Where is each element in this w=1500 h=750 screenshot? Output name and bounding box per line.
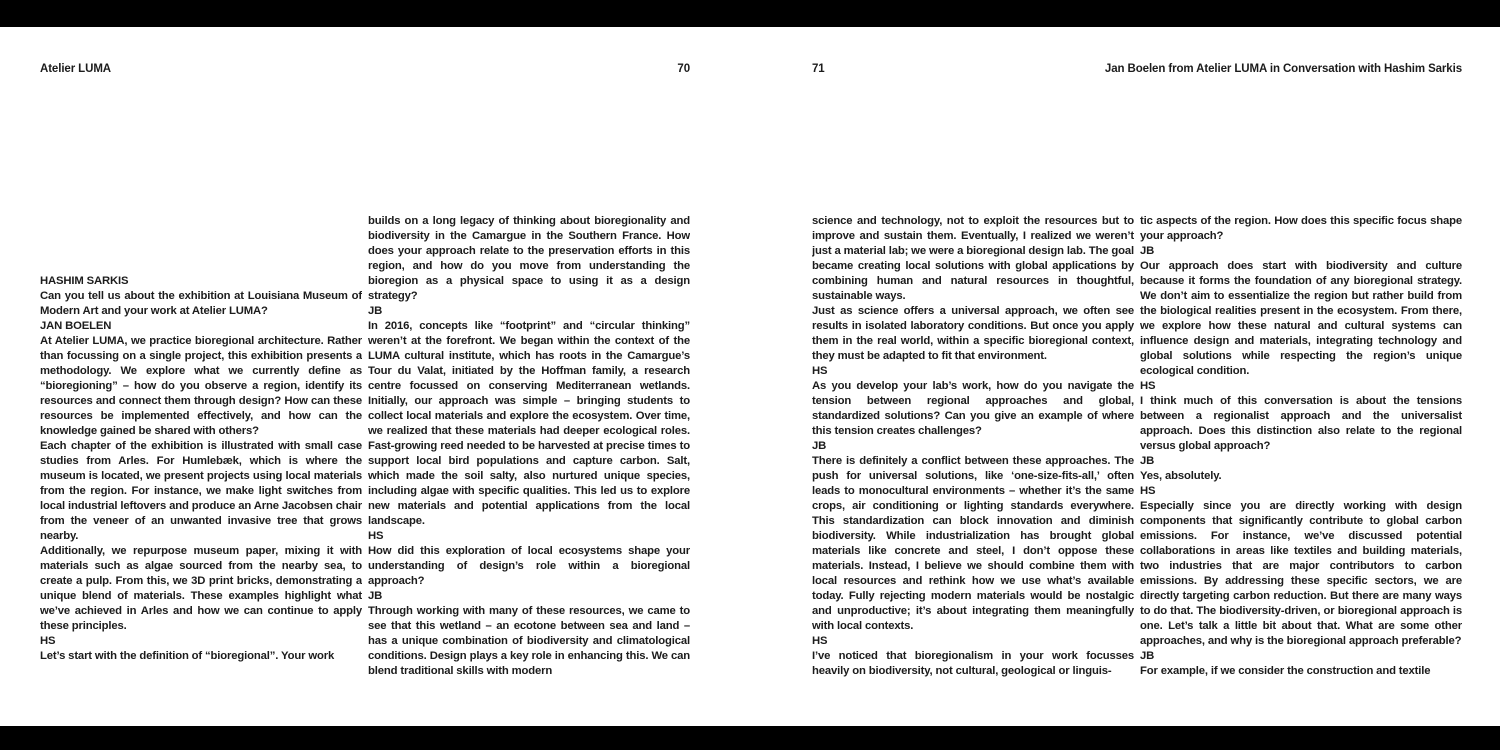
page-right: [812, 27, 1462, 726]
letterbox-top-bar: [0, 0, 1500, 27]
page-number-right: 71: [812, 63, 825, 75]
paragraph: Especially since you are directly working with design components that significantly contribute to global carbon emissions. For instance, we’ve discussed potential collaborations in areas like textiles and building materials, two industries that are major contributors to carbon emissions. By addressing these specific sectors, we are directly targeting carbon reduction. But there are many ways to do that. The biodiversity-driven, or bioregional approach is one. Let’s talk a little bit about that. What are some other approaches, and why is the bioregional approach preferable?: [1140, 500, 1462, 647]
paragraph: At Atelier LUMA, we practice bioregional architecture. Rather than focussing on a single project, this exhibition presents a methodology. We explore what we currently define as “bioregioning” – how do you observe a region, identify its resources and connect them through design? How can these resources be implemented effectively, and how can the knowledge gained be shared with others?: [40, 335, 362, 437]
paragraph: Each chapter of the exhibition is illustrated with small case studies from Arles. For Humlebæk, which is where the museum is located, we present projects using local materials from the region. For instance, we make light switches from local industrial leftovers and produce an Arne Jacobsen chair from the veneer of an unwanted invasive tree that grows nearby.: [40, 440, 362, 542]
paragraph: Our approach does start with biodiversity and culture because it forms the foundation of any bioregional strategy. We don’t aim to essentialize the region but rather build from the biological realities present in the ecosystem. From there, we explore how these natural and cultural systems can influence design and materials, integrating technology and global solutions while respecting the region’s unique ecological condition.: [1140, 260, 1462, 377]
speaker-label: HS: [812, 635, 828, 647]
speaker-label: HS: [812, 365, 828, 377]
paragraph: Yes, absolutely.: [1140, 470, 1222, 482]
paragraph: Just as science offers a universal approach, we often see results in isolated laboratory conditions. But once you apply them in the real world, within a specific bioregional context, they must be adapted to fit that environment.: [812, 305, 1134, 362]
paragraph: science and technology, not to exploit the resources but to improve and sustain them. Eventually, I realized we weren’t just a material lab; we were a bioregional design lab. The goal became creating local solutions with global applications by combining human and natural resources in thoughtful, sustainable ways.: [812, 215, 1134, 302]
paragraph: There is definitely a conflict between these approaches. The push for universal solutions, like ‘one-size-fits-all,’ often leads to monocultural environments – whether it’s the same crops, air conditioning or lighting standards everywhere. This standardization can block innovation and diminish biodiversity. While industrialization has brought global materials like concrete and steel, I don’t oppose these materials. Instead, I believe we should combine them with local resources and rethink how we use what’s available today. Fully rejecting modern materials would be nostalgic and unproductive; it’s about integrating them meaningfully with local contexts.: [812, 455, 1134, 632]
paragraph: I think much of this conversation is about the tensions between a regionalist approach and the universalist approach. Does this distinction also relate to the regional versus global approach?: [1140, 395, 1462, 452]
speaker-label: JAN BOELEN: [40, 320, 112, 332]
letterbox-bottom-bar: [0, 726, 1500, 750]
page-right-columns: [812, 214, 1462, 696]
paragraph: I’ve noticed that bioregionalism in your work focusses heavily on biodiversity, not cultural, geological or linguis-: [812, 650, 1134, 677]
paragraph: How did this exploration of local ecosystems shape your understanding of design’s role within a bioregional approach?: [368, 545, 690, 587]
speaker-label: HS: [1140, 380, 1156, 392]
speaker-label: HASHIM SARKIS: [40, 275, 129, 287]
page-left: [40, 27, 690, 726]
speaker-label: JB: [1140, 650, 1155, 662]
speaker-label: HS: [40, 635, 56, 647]
page-left-columns: [40, 214, 690, 696]
speaker-label: JB: [1140, 245, 1155, 257]
paragraph: Through working with many of these resources, we came to see that this wetland – an ecotone between sea and land – has a unique combination of biodiversity and climatological conditions. Design plays a key role in enhancing this. We can blend traditional skills with modern: [368, 605, 690, 677]
speaker-label: JB: [368, 305, 383, 317]
paragraph: As you develop your lab’s work, how do you navigate the tension between regional approaches and global, standardized solutions? Can you give an example of where this tension creates challenges?: [812, 380, 1134, 437]
running-header-right: Jan Boelen from Atelier LUMA in Conversation with Hashim Sarkis: [1104, 63, 1462, 75]
paragraph: Let’s start with the definition of “bioregional”. Your work: [40, 650, 335, 662]
speaker-label: JB: [368, 590, 383, 602]
paragraph: builds on a long legacy of thinking about bioregionality and biodiversity in the Camargue in the Southern France. How does your approach relate to the preservation efforts in this region, and how do you move from understanding the bioregion as a physical space to using it as a design strategy?: [368, 215, 690, 302]
text-column-4: [1140, 214, 1462, 696]
text-column-1: [40, 214, 362, 750]
paragraph: Additionally, we repurpose museum paper, mixing it with materials such as algae sourced from the nearby sea, to create a pulp. From this, we 3D print bricks, demonstrating a unique blend of materials. These examples highlight what we’ve achieved in Arles and how we can continue to apply these principles.: [40, 545, 362, 632]
speaker-label: HS: [368, 530, 384, 542]
running-header-left: Atelier LUMA: [40, 63, 112, 75]
paragraph: Can you tell us about the exhibition at Louisiana Museum of Modern Art and your work at Atelier LUMA?: [40, 290, 362, 317]
paragraph: tic aspects of the region. How does this specific focus shape your approach?: [1140, 215, 1462, 242]
speaker-label: JB: [1140, 455, 1155, 467]
speaker-label: JB: [812, 440, 827, 452]
page-left-header-row: [40, 63, 690, 75]
text-column-2: [368, 214, 690, 696]
page-right-header-row: [812, 63, 1462, 75]
paragraph: For example, if we consider the construction and textile: [1140, 665, 1431, 677]
text-column-3: [812, 214, 1134, 696]
paragraph: In 2016, concepts like “footprint” and “circular thinking” weren’t at the forefront. We began within the context of the LUMA cultural institute, which has roots in the Camargue’s Tour du Valat, initiated by the Hoffman family, a research centre focussed on conserving Mediterranean wetlands. Initially, our approach was simple – bringing students to collect local materials and explore the ecosystem. Over time, we realized that these materials had deeper ecological roles. Fast-growing reed needed to be harvested at precise times to support local bird populations and capture carbon. Salt, which made the soil salty, also nurtured unique species, including algae with specific qualities. This led us to explore new materials and potential applications from the local landscape.: [368, 320, 690, 527]
speaker-label: HS: [1140, 485, 1156, 497]
page-number-left: 70: [677, 63, 690, 75]
